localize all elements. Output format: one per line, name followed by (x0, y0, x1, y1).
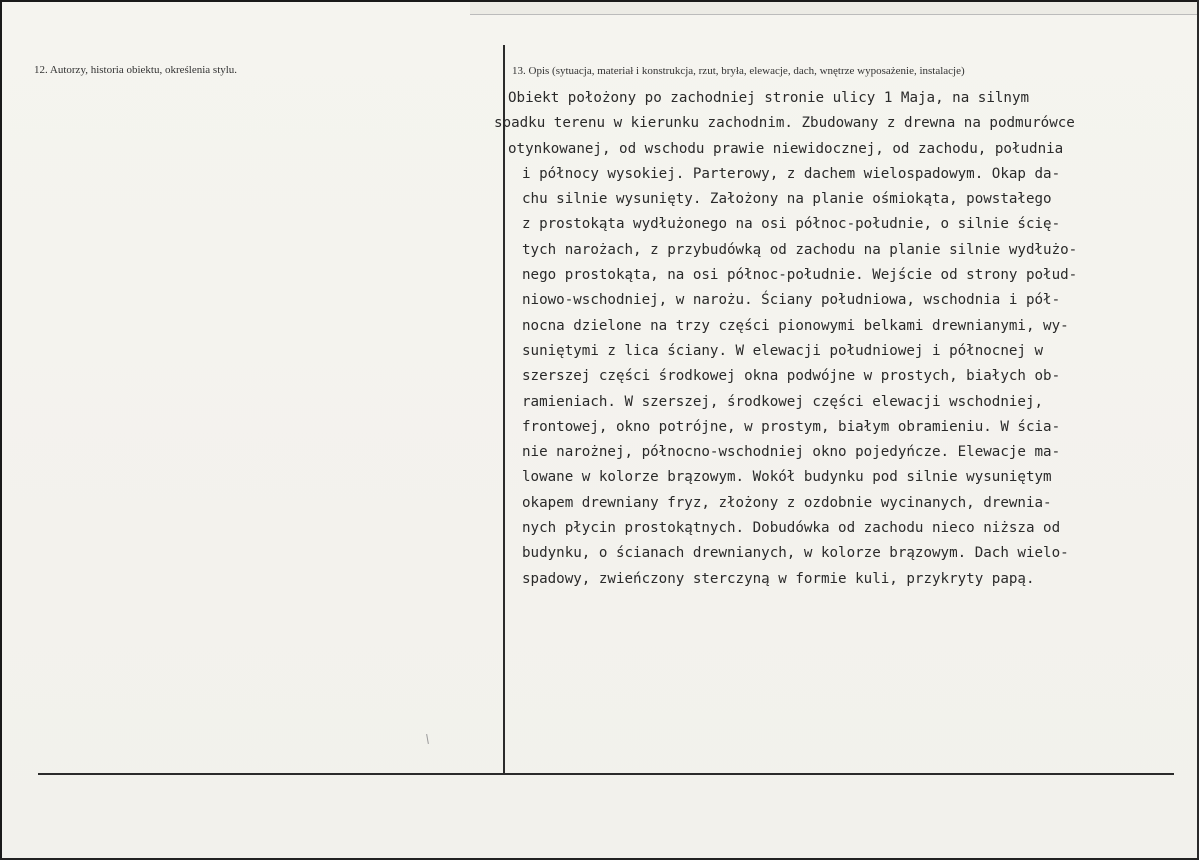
bottom-rule (38, 773, 1174, 775)
column-divider (503, 45, 505, 775)
description-text (494, 86, 1196, 592)
section-12-label: 12. Autorzy, historia obiektu, określenia stylu. (34, 64, 238, 76)
description-line: suniętymi z lica ściany. W elewacji południowej i północnej w (522, 342, 1044, 359)
pencil-mark (426, 734, 429, 744)
description-line: nych płycin prostokątnych. Dobudówka od zachodu nieco niższa od (522, 520, 1061, 537)
top-edge-strip (470, 0, 1199, 15)
description-line: nie narożnej, północno-wschodniej okno pojedyńcze. Elewacje ma- (522, 444, 1061, 461)
description-line: chu silnie wysunięty. Założony na planie ośmiokąta, powstałego (522, 191, 1052, 208)
description-line: lowane w kolorze brązowym. Wokół budynku pod silnie wysuniętym (522, 469, 1052, 486)
description-line: Obiekt położony po zachodniej stronie ulicy 1 Maja, na silnym (508, 90, 1030, 106)
description-line: nocna dzielone na trzy części pionowymi belkami drewnianymi, wy- (522, 317, 1069, 334)
description-line: frontowej, okno potrójne, w prostym, białym obramieniu. W ścia- (522, 418, 1061, 435)
description-line: z prostokąta wydłużonego na osi północ-południe, o silnie ścię- (522, 216, 1061, 233)
sheet-border-left (0, 0, 2, 860)
sheet-border-top (0, 0, 1199, 2)
description-line: tych narożach, z przybudówką od zachodu na planie silnie wydłużo- (522, 241, 1078, 258)
section-13-label: 13. Opis (sytuacja, materiał i konstrukcja, rzut, bryła, elewacje, dach, wnętrze wyposażenie, instalacje) (512, 65, 965, 77)
description-line: i północy wysokiej. Parterowy, z dachem wielospadowym. Okap da- (522, 165, 1061, 182)
description-line: budynku, o ścianach drewnianych, w kolorze brązowym. Dach wielo- (522, 545, 1069, 562)
description-line: spadku terenu w kierunku zachodnim. Zbudowany z drewna na podmurówce (494, 115, 1075, 132)
description-line: otynkowanej, od wschodu prawie niewidocznej, od zachodu, południa (508, 140, 1064, 157)
description-line: ramieniach. W szerszej, środkowej części elewacji wschodniej, (522, 393, 1044, 410)
description-line: niowo-wschodniej, w narożu. Ściany południowa, wschodnia i pół- (522, 292, 1061, 309)
description-line: okapem drewniany fryz, złożony z ozdobnie wycinanych, drewnia- (522, 494, 1052, 511)
description-line: nego prostokąta, na osi północ-południe. Wejście od strony połud- (522, 267, 1078, 284)
description-line: spadowy, zwieńczony sterczyną w formie kuli, przykryty papą. (522, 570, 1035, 587)
description-line: szerszej części środkowej okna podwójne w prostych, białych ob- (522, 368, 1061, 385)
